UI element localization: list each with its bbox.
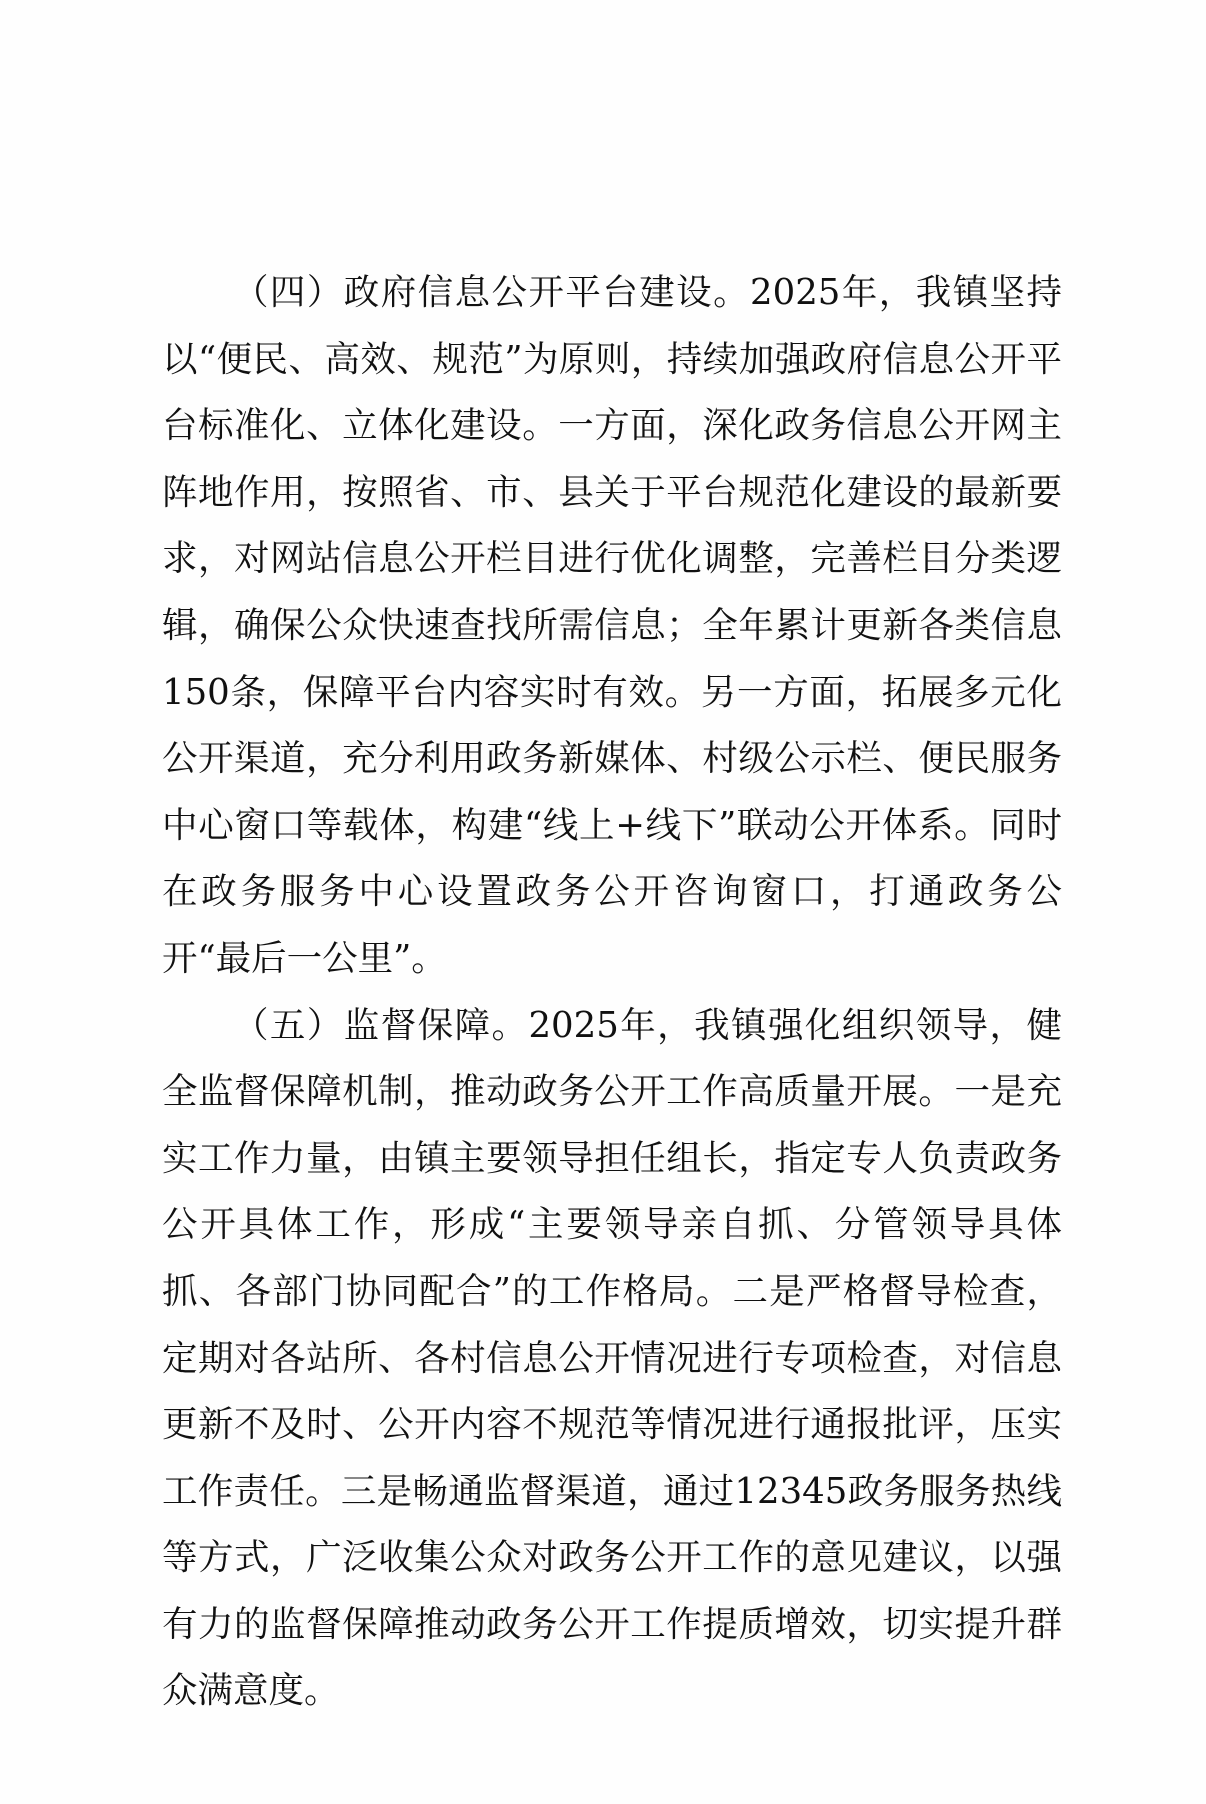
paragraph-platform-construction: （四）政府信息公开平台建设。2025年，我镇坚持以“便民、高效、规范”为原则，持续加强政府信息公开平台标准化、立体化建设。一方面，深化政务信息公开网主阵地作用，按照省、市、县关于平台规范化建设的最新要求，对网站信息公开栏目进行优化调整，完善栏目分类逻辑，确保公众快速查找所需信息；全年累计更新各类信息150条，保障平台内容实时有效。另一方面，拓展多元化公开渠道，充分利用政务新媒体、村级公示栏、便民服务中心窗口等载体，构建“线上+线下”联动公开体系。同时在政务服务中心设置政务公开咨询窗口，打通政务公开“最后一公里”。 [162, 272, 1062, 979]
document-body [162, 260, 1062, 1725]
paragraph-supervision-guarantee: （五）监督保障。2025年，我镇强化组织领导，健全监督保障机制，推动政务公开工作高质量开展。一是充实工作力量，由镇主要领导担任组长，指定专人负责政务公开具体工作，形成“主要领导亲自抓、分管领导具体抓、各部门协同配合”的工作格局。二是严格督导检查，定期对各站所、各村信息公开情况进行专项检查，对信息更新不及时、公开内容不规范等情况进行通报批评，压实工作责任。三是畅通监督渠道，通过12345政务服务热线等方式，广泛收集公众对政务公开工作的意见建议，以强有力的监督保障推动政务公开工作提质增效，切实提升群众满意度。 [162, 1004, 1062, 1712]
